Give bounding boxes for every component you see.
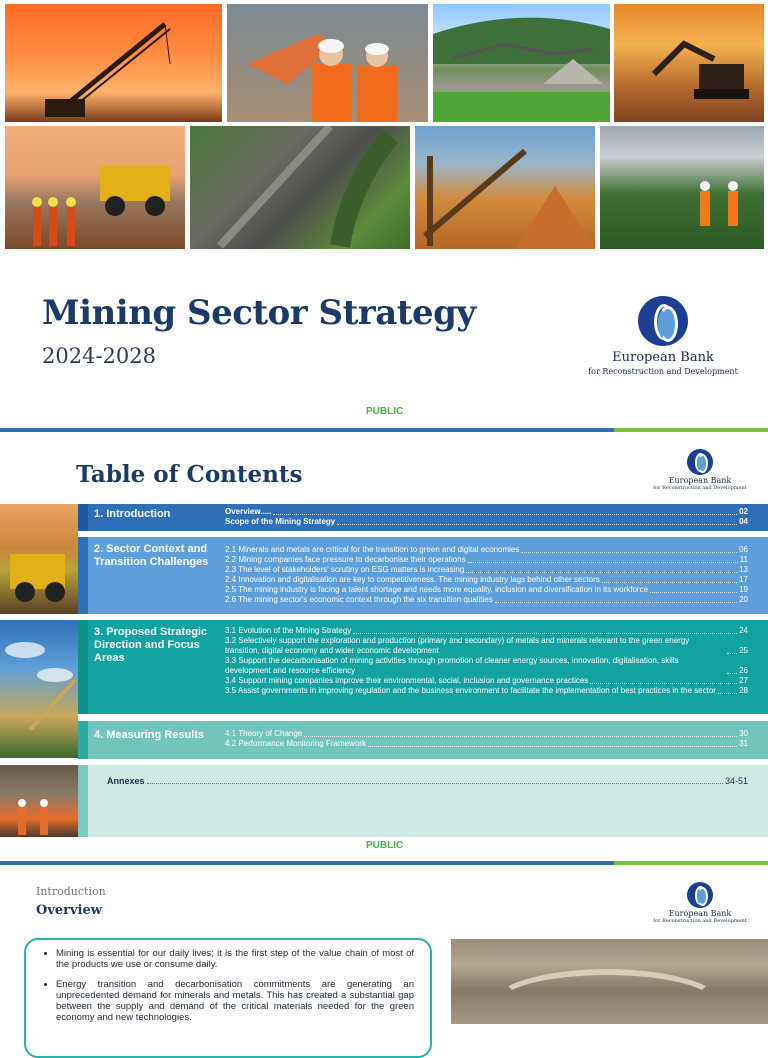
logo-name: European Bank [668, 909, 732, 918]
toc-entry[interactable]: 3.2 Selectively support the exploration and production (primary and secondary) of metals and minerals relevant to the green energy transition, digital economy and wider economic development 25 [225, 636, 748, 655]
ebrd-logo [650, 882, 750, 924]
ebrd-logo-icon [638, 296, 688, 346]
public-label: PUBLIC [366, 840, 404, 851]
open-pit-mine-photo [451, 939, 768, 1024]
aerial-mine-photo [190, 126, 410, 249]
page-divider [0, 428, 614, 432]
toc-entry[interactable]: 2.4 Innovation and digitalisation are key to competitiveness. The mining industry lags behind other sectors 17 [225, 575, 748, 584]
ebrd-logo [650, 449, 750, 491]
toc-section-label: 3. Proposed Strategic Direction and Focus Areas [94, 626, 208, 664]
forest-mine-workers-photo [600, 126, 764, 249]
toc-entry[interactable]: 3.4 Support mining companies improve their environmental, social, inclusion and governance practices 27 [225, 676, 748, 685]
ebrd-logo-icon [687, 449, 713, 475]
toc-entry[interactable]: 4.1 Theory of Change 30 [225, 729, 748, 738]
overview-callout [24, 938, 432, 1058]
crushing-plant-photo [433, 4, 610, 122]
toc-entry[interactable]: Scope of the Mining Strategy 04 [225, 517, 748, 526]
toc-workers-thumbnail [0, 765, 78, 837]
ebrd-logo [568, 296, 758, 386]
toc-entry[interactable]: 4.2 Performance Monitoring Framework 31 [225, 739, 748, 748]
toc-entry[interactable]: 2.5 The mining industry is facing a talent shortage and needs more equality, inclusion and diversification in its workforce 19 [225, 585, 748, 594]
cover-title: Mining Sector Strategy [42, 293, 476, 333]
page-title: Overview [36, 903, 102, 918]
toc-section-annexes[interactable] [78, 765, 768, 837]
toc-sky-crane-thumbnail [0, 620, 78, 758]
overview-bullet: • Energy transition and decarbonisation commitments are generating an unprecedented demand for minerals and metals. This has created a substantial gap between the supply and demand of the critical materials needed for the green economy and new technologies. [56, 979, 414, 1023]
toc-section-label: 2. Sector Context and Transition Challenges [94, 543, 209, 568]
toc-title: Table of Contents [76, 461, 303, 488]
toc-entry[interactable]: 2.2 Mining companies face pressure to decarbonise their operations 11 [225, 555, 748, 564]
conveyor-photo [415, 126, 595, 249]
toc-entry[interactable]: 2.3 The level of stakeholders' scrutiny on ESG matters is increasing 13 [225, 565, 748, 574]
public-label: PUBLIC [366, 406, 404, 417]
page-divider [0, 861, 614, 865]
toc-section-measuring-results[interactable] [78, 721, 768, 759]
toc-entry[interactable]: 3.1 Evolution of the Mining Strategy 24 [225, 626, 748, 635]
toc-section-label: 4. Measuring Results [94, 729, 205, 741]
page-divider-accent [614, 428, 768, 432]
engineers-photo [227, 4, 428, 122]
logo-subtitle: for Reconstruction and Development [653, 485, 747, 491]
overview-bullet: • Mining is essential for our daily lives; it is the first step of the value chain of most of the products we use or consume daily. [56, 948, 414, 970]
section-kicker: Introduction [36, 885, 106, 898]
haul-truck-photo [5, 126, 185, 249]
logo-subtitle: for Reconstruction and Development [653, 918, 747, 924]
toc-section-label: 1. Introduction [94, 508, 171, 520]
toc-section-sector-context[interactable] [78, 537, 768, 614]
toc-section-introduction[interactable] [78, 504, 768, 531]
ebrd-logo-icon [687, 882, 713, 908]
logo-name: European Bank [668, 476, 732, 485]
toc-entry[interactable]: 2.6 The mining sector's economic context through the six transition qualities 20 [225, 595, 748, 604]
cover-years: 2024-2028 [42, 344, 156, 368]
toc-entry[interactable]: Overview..... 02 [225, 507, 748, 516]
crane-silhouette-photo [5, 4, 222, 122]
logo-subtitle: for Reconstruction and Development [588, 367, 738, 376]
toc-entry[interactable]: 3.5 Assist governments in improving regulation and the business environment to facilitate the implementation of best practices in the sector 28 [225, 686, 748, 695]
toc-section-label: Annexes [107, 776, 145, 786]
page-divider-accent [614, 861, 768, 865]
toc-entry[interactable]: 3.3 Support the decarbonisation of mining activities through promotion of cleaner energy sources, innovation, digitalisation, skills development and resource efficiency 26 [225, 656, 748, 675]
toc-section-strategic-direction[interactable] [78, 620, 768, 714]
toc-haul-truck-thumbnail [0, 504, 78, 614]
logo-name: European Bank [612, 350, 714, 365]
toc-entry[interactable]: 2.1 Minerals and metals are critical for the transition to green and digital economies 06 [225, 545, 748, 554]
excavator-sunset-photo [614, 4, 764, 122]
toc-entry[interactable]: Annexes 34-51 [107, 776, 748, 786]
